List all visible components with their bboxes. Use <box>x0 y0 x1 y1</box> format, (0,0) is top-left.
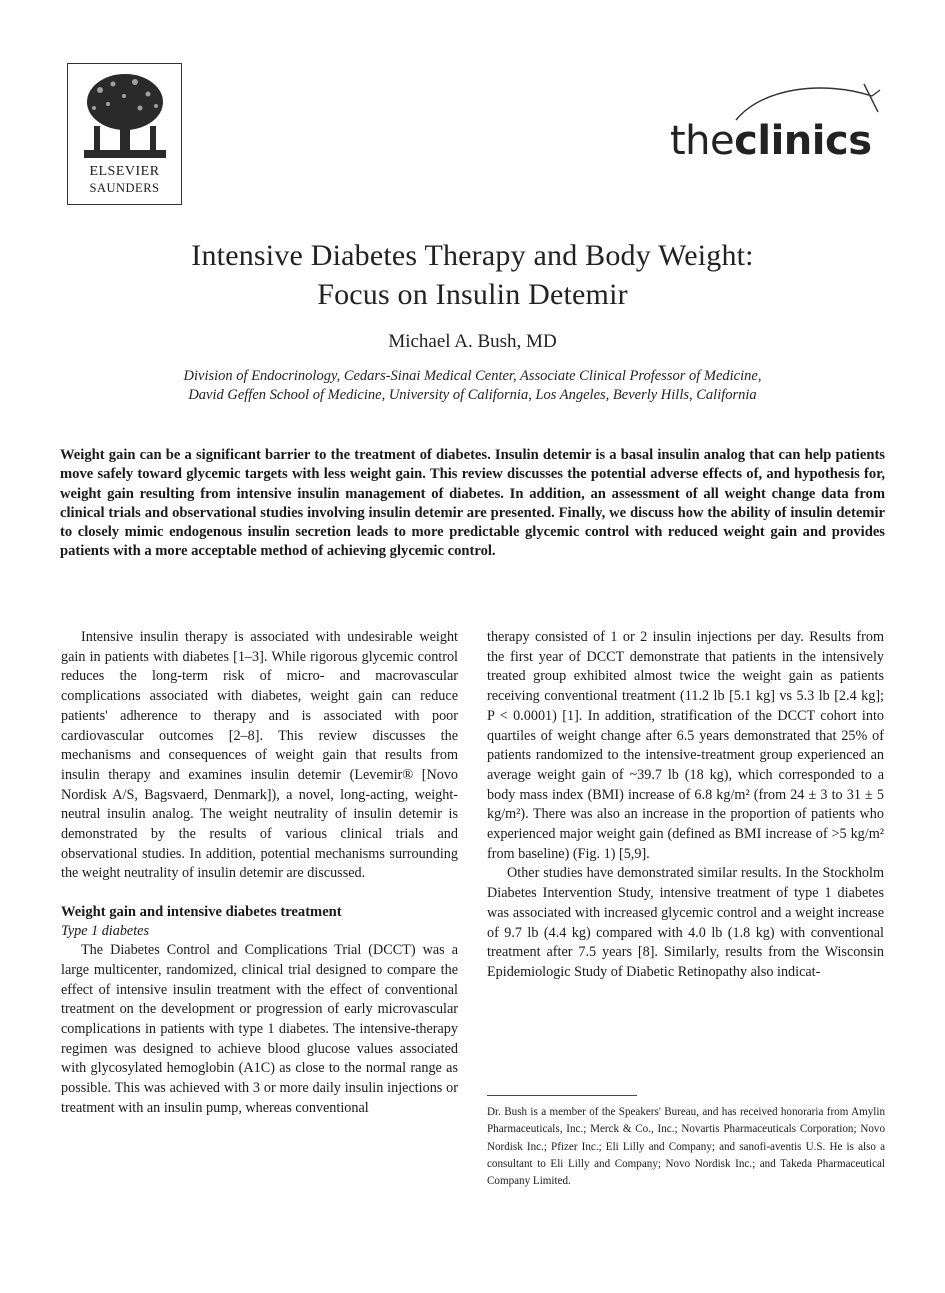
logo-text-elsevier: ELSEVIER <box>89 164 160 179</box>
title-line-2: Focus on Insulin Detemir <box>317 278 628 311</box>
brand-wordmark <box>670 118 872 164</box>
right-paragraph-2: Other studies have demonstrated similar results. In the Stockholm Diabetes Intervention Study, intensive treatment of type 1 diabetes was associated with increased glycemic control and a weight increase of 9.7 lb (4.4 kg) compared with 4.0 lb (1.8 kg) with conventional treatment after 7.5 years [8]. Similarly, results from the Wisconsin Epidemiologic Study of Diabetic Retinopathy also indicat- <box>487 865 884 980</box>
title-line-1: Intensive Diabetes Therapy and Body Weight: <box>191 239 754 272</box>
tree-icon <box>80 70 170 162</box>
intro-paragraph: Intensive insulin therapy is associated with undesirable weight gain in patients with diabetes [1–3]. While rigorous glycemic control reduces the long-term risk of micro- and macrovascular complications associated with diabetes, weight gain can reduce patients' adherence to therapy and is associated with poor cardiovascular outcomes [2–8]. This review discusses the mechanisms and consequences of weight gain that results from insulin therapy and examines insulin detemir (Levemir® [Novo Nordisk A/S, Bagsvaerd, Denmark]), a novel, long-acting, weight-neutral insulin analog. The weight neutrality of insulin detemir is demonstrated by the results of various clinical trials and observational studies. In addition, potential mechanisms surrounding the weight neutrality of insulin detemir are discussed. <box>61 629 458 882</box>
logo-text-saunders: SAUNDERS <box>89 181 160 195</box>
affiliation-line-2: David Geffen School of Medicine, University of California, Los Angeles, Beverly Hills, California <box>188 387 757 403</box>
body-column-right <box>487 628 884 983</box>
subsection-heading: Type 1 diabetes <box>61 923 149 940</box>
disclosure-footnote: Dr. Bush is a member of the Speakers' Bureau, and has received honoraria from Amylin Pharmaceuticals, Inc.; Merck & Co., Inc.; Novartis Pharmaceuticals Corporation; Novo Nordisk Inc.; Pfizer Inc.; Eli Lilly and Company; and sanofi-aventis U.S. He is also a consultant to Eli Lilly and Company; Novo Nordisk Inc.; and Takeda Pharmaceutical Company Limited. <box>487 1106 885 1188</box>
section-heading: Weight gain and intensive diabetes treatment <box>61 904 342 921</box>
footnote-rule <box>487 1095 637 1096</box>
dcct-paragraph: The Diabetes Control and Complications Trial (DCCT) was a large multicenter, randomized, clinical trial designed to compare the effect of intensive insulin treatment with the effect of conventional treatment on the development or progression of early microvascular complications in patients with type 1 diabetes. The intensive-therapy regimen was designed to achieve blood glucose values associated with glycosylated hemoglobin (A1C) as close to the normal range as possible. This was achieved with 3 or more daily insulin injections or treatment with an insulin pump, whereas conventional <box>61 942 458 1116</box>
author-name: Michael A. Bush, MD <box>388 331 557 352</box>
elsevier-logo <box>67 63 182 205</box>
brand-bold: clinics <box>734 118 872 164</box>
brand-prefix: the <box>670 118 735 164</box>
author-affiliation <box>80 367 865 405</box>
affiliation-line-1: Division of Endocrinology, Cedars-Sinai Medical Center, Associate Clinical Professor of Medicine, <box>183 368 762 384</box>
body-column-left <box>61 628 458 1118</box>
article-title <box>80 236 865 314</box>
the-clinics-logo <box>670 78 890 178</box>
right-paragraph-1: therapy consisted of 1 or 2 insulin injections per day. Results from the first year of DCCT demonstrate that patients in the intensively treated group exhibited almost twice the weight gain as patients receiving conventional treatment (11.2 lb [5.1 kg] vs 5.3 lb [2.4 kg]; P < 0.0001) [1]. In addition, stratification of the DCCT cohort into quartiles of weight change after 6.5 years demonstrated that 25% of patients randomized to the intensive-treatment group experienced an average weight gain of ~39.7 lb (18 kg), which corresponded to a body mass index (BMI) increase of 6.8 kg/m² (from 24 ± 3 to 31 ± 5 kg/m²). There was also an increase in the proportion of patients who experienced major weight gain (defined as BMI increase of >5 kg/m² from baseline) (Fig. 1) [5,9]. <box>487 629 884 862</box>
abstract: Weight gain can be a significant barrier to the treatment of diabetes. Insulin detemir is a basal insulin analog that can help patients move safely toward glycemic targets with less weight gain. This review discusses the potential adverse effects of, and hypothesis for, weight gain resulting from intensive insulin management of diabetes. In addition, an assessment of all weight change data from clinical trials and observational studies involving insulin detemir are presented. Finally, we discuss how the ability of insulin detemir to closely mimic endogenous insulin secretion leads to more predictable glycemic control with reduced weight gain and provides patients with a more acceptable method of achieving glycemic control. <box>60 447 885 560</box>
